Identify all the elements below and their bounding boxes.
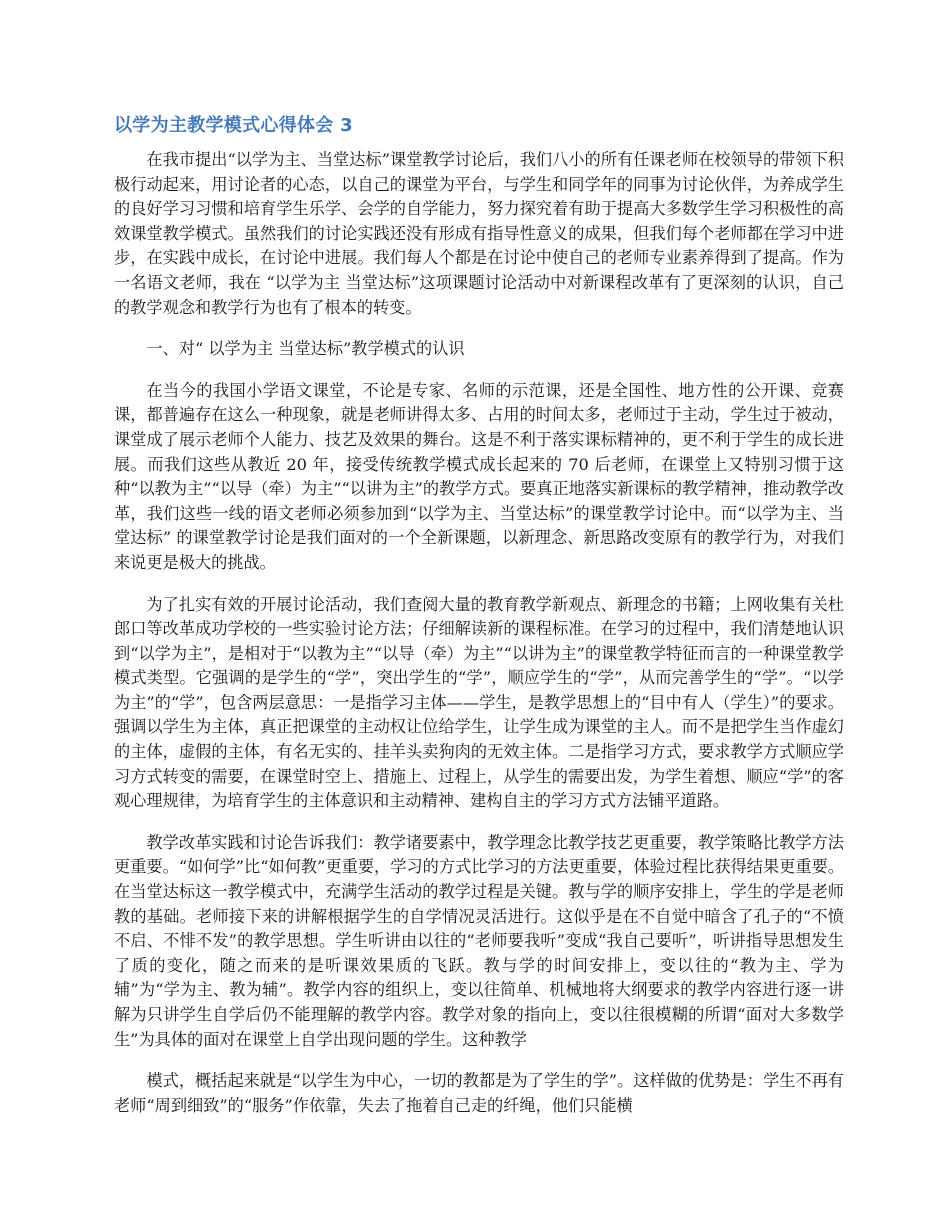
paragraph-reform-practice: 教学改革实践和讨论告诉我们：教学诸要素中，教学理念比教学技艺更重要，教学策略比教学方法更重要。“如何学”比“如何教”更重要，学习的方式比学习的方法更重要，体验过程比获得结果更重要。在当堂达标这一教学模式中，充满学生活动的教学过程是关键。教与学的顺序安排上，学生的学是老师教的基础。老师接下来的讲解根据学生的自学情况灵活进行。这似乎是在不自觉中暗含了孔子的“不愤不启、不悱不发”的教学思想。学生听讲由以往的“老师要我听”变成“我自己要听”，听讲指导思想发生了质的变化，随之而来的是听课效果质的飞跃。教与学的时间安排上，变以往的“教为主、学为辅”为“学为主、教为辅”。教学内容的组织上，变以往简单、机械地将大纲要求的教学内容进行逐一讲解为只讲学生自学后仍不能理解的教学内容。教学对象的指向上，变以往很模糊的所谓“面对大多数学生”为具体的面对在课堂上自学出现问题的学生。这种教学 [114,832,844,1049]
document-page [114,112,844,1135]
paragraph-intro: 在我市提出“以学为主、当堂达标”课堂教学讨论后，我们八小的所有任课老师在校领导的带领下积极行动起来，用讨论者的心态，以自己的课堂为平台，与学生和同学年的同事为讨论伙伴，为养成学生的良好学习习惯和培育学生乐学、会学的自学能力，努力探究着有助于提高大多数学生学习积极性的高效课堂教学模式。虽然我们的讨论实践还没有形成有指导性意义的成果，但我们每个老师都在学习中进步，在实践中成长，在讨论中进展。我们每人个都是在讨论中使自己的老师专业素养得到了提高。作为一名语文老师，我在 “以学为主 当堂达标”这项课题讨论活动中对新课程改革有了更深刻的认识，自己的教学观念和教学行为也有了根本的转变。 [114,150,844,317]
document-title: 以学为主教学模式心得体会 3 [114,115,353,136]
paragraph-current-situation: 在当今的我国小学语文课堂，不论是专家、名师的示范课，还是全国性、地方性的公开课、竞赛课，都普遍存在这么一种现象，就是老师讲得太多、占用的时间太多，老师过于主动，学生过于被动，课堂成了展示老师个人能力、技艺及效果的舞台。这是不利于落实课标精神的，更不利于学生的成长进展。而我们这些从教近 20 年，接受传统教学模式成长起来的 70 后老师，在课堂上又特别习惯于这种“以教为主”“以导（牵）为主”“以讲为主”的教学方式。要真正地落实新课标的教学精神，推动教学改革，我们这些一线的语文老师必须参加到“以学为主、当堂达标”的课堂教学讨论中。而“以学为主、当堂达标” 的课堂教学讨论是我们面对的一个全新课题，以新理念、新思路改变原有的教学行为，对我们来说更是极大的挑战。 [114,380,844,572]
section-heading-1: 一、对“ 以学为主 当堂达标”教学模式的认识 [146,339,465,359]
paragraph-mode-summary: 模式，概括起来就是“以学生为中心，一切的教都是为了学生的学”。这样做的优势是：学生不再有老师“周到细致”的“服务”作依靠，失去了拖着自己走的纤绳，他们只能横 [114,1071,844,1115]
paragraph-study-process: 为了扎实有效的开展讨论活动，我们查阅大量的教育教学新观点、新理念的书籍；上网收集有关杜郎口等改革成功学校的一些实验讨论方法；仔细解读新的课程标准。在学习的过程中，我们清楚地认识到“以学为主”，是相对于“以教为主”“以导（牵）为主”“以讲为主”的课堂教学特征而言的一种课堂教学模式类型。它强调的是学生的“学”，突出学生的“学”，顺应学生的“学”，从而完善学生的“学”。“以学为主”的“学”，包含两层意思：一是指学习主体——学生，是教学思想上的“目中有人（学生）”的要求。强调以学生为主体，真正把课堂的主动权让位给学生，让学生成为课堂的主人。而不是把学生当作虚幻的主体，虚假的主体，有名无实的、挂羊头卖狗肉的无效主体。二是指学习方式，要求教学方式顺应学习方式转变的需要，在课堂时空上、措施上、过程上，从学生的需要出发，为学生着想、顺应“学”的客观心理规律，为培育学生的主体意识和主动精神、建构自主的学习方式方法铺平道路。 [114,594,844,811]
